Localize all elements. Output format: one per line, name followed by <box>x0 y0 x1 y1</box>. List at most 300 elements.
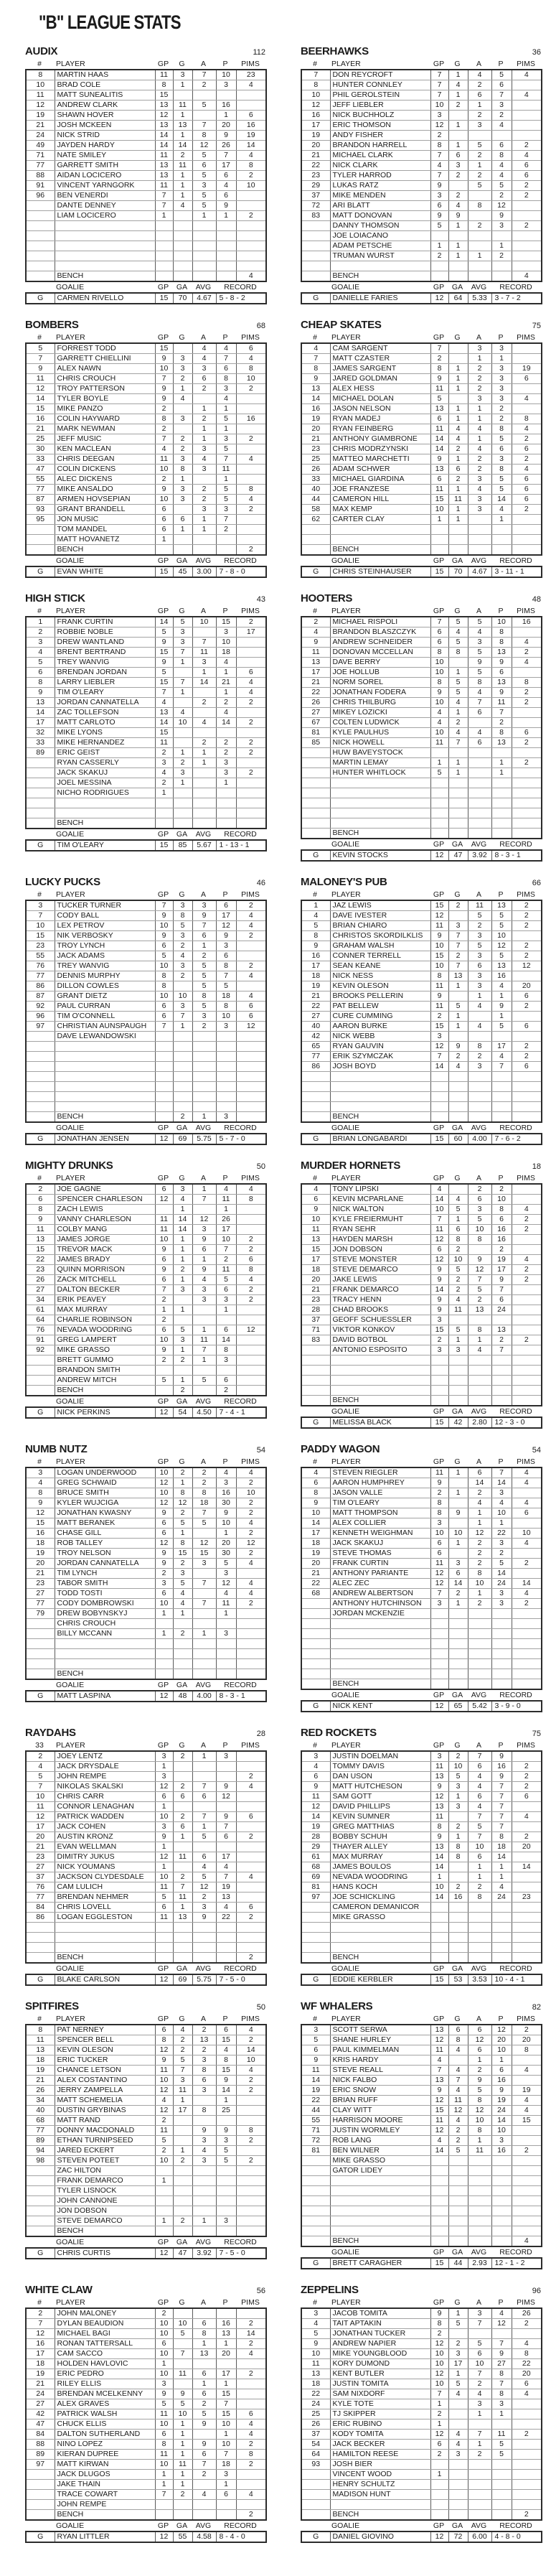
player-name-cell: TIM O'LEARY <box>55 688 155 698</box>
p-cell <box>216 535 236 545</box>
g-cell: 17 <box>173 2106 192 2116</box>
player-number-cell: 37 <box>301 2430 330 2440</box>
g-cell: 1 <box>173 111 192 121</box>
a-cell: 10 <box>192 617 216 627</box>
a-cell: 3 <box>468 638 491 648</box>
p-cell: 4 <box>491 171 512 181</box>
player-number-cell: 83 <box>301 1335 330 1345</box>
pims-cell <box>236 191 266 201</box>
pims-cell <box>512 2055 542 2066</box>
player-row <box>26 2329 266 2339</box>
a-cell: 1 <box>468 1518 491 1529</box>
pims-cell <box>236 1842 266 1852</box>
pims-cell: PIMS <box>241 59 260 68</box>
goalie-name-cell: EVAN WHITE <box>55 566 155 577</box>
g-cell: 1 <box>448 515 468 525</box>
a-cell <box>468 1913 491 1923</box>
team-header <box>301 2284 541 2296</box>
goalie-ga-label-cell: GA <box>176 556 188 565</box>
gp-cell: 8 <box>430 364 448 374</box>
p-cell: 1 <box>216 688 236 698</box>
player-name-cell: ALEX NAWN <box>55 364 155 374</box>
pims-cell: 8 <box>236 1195 266 1205</box>
g-cell: 2 <box>173 374 192 384</box>
gp-cell <box>430 1679 448 1690</box>
pims-cell <box>236 394 266 404</box>
a-cell <box>468 788 491 798</box>
player-number-cell: 40 <box>301 485 330 495</box>
goalie-gp-cell: 12 <box>155 1407 173 1418</box>
goalie-ga-cell: 70 <box>173 293 192 304</box>
player-row <box>301 1508 542 1518</box>
p-cell: 1 <box>491 758 512 768</box>
p-cell <box>216 1315 236 1325</box>
a-cell: 6 <box>468 1195 491 1205</box>
player-name-cell <box>330 1619 430 1629</box>
p-cell: 12 <box>491 2025 512 2035</box>
p-cell: 3 <box>216 1112 236 1123</box>
p-cell: 4 <box>216 1184 236 1195</box>
empty-row <box>26 1082 266 1092</box>
p-cell: 3 <box>216 384 236 394</box>
p-cell <box>216 271 236 282</box>
player-number-cell: 20 <box>301 1275 330 1285</box>
pims-cell <box>236 728 266 738</box>
a-cell: 3 <box>468 495 491 505</box>
p-cell <box>216 1802 236 1812</box>
pims-cell <box>236 444 266 454</box>
player-name-cell: PLAYER <box>331 606 361 615</box>
a-cell: 2 <box>192 1893 216 1903</box>
player-number-cell: 26 <box>26 2086 55 2096</box>
goalie-name-cell: DANIEL GIOVINO <box>330 2531 430 2542</box>
a-cell <box>192 90 216 101</box>
g-cell: 11 <box>173 2460 192 2470</box>
p-cell: 1 <box>216 1609 236 1619</box>
g-cell: G <box>179 332 185 342</box>
gp-cell: GP <box>157 59 169 68</box>
p-cell: 3 <box>491 343 512 354</box>
pims-cell: 4 <box>236 688 266 698</box>
spacer-cell <box>301 282 329 292</box>
player-row <box>301 2045 542 2055</box>
player-number-cell: 62 <box>301 515 330 525</box>
g-cell: 10 <box>448 1529 468 1539</box>
player-number-cell <box>26 1619 55 1629</box>
player-row <box>301 80 542 90</box>
player-number-cell: 9 <box>301 2055 330 2066</box>
a-cell: 1 <box>192 1112 216 1123</box>
p-cell: 16 <box>491 1225 512 1235</box>
team-block <box>0 1727 276 1986</box>
player-name-cell: KEN MACLEAN <box>55 444 155 454</box>
player-number-cell: 25 <box>301 2409 330 2419</box>
g-cell: 2 <box>448 191 468 201</box>
g-cell <box>448 748 468 758</box>
player-name-cell: MAX KEMP <box>330 505 430 515</box>
g-cell: 5 <box>173 1579 192 1589</box>
player-row <box>26 2460 266 2470</box>
p-cell: 13 <box>491 900 512 911</box>
pims-cell: PIMS <box>241 2014 260 2023</box>
goalie-record-cell: 7 - 4 - 1 <box>216 1407 266 1418</box>
goalie-pos-cell: G <box>301 850 330 861</box>
player-name-cell: PLAYER <box>56 606 85 615</box>
g-cell: 2 <box>448 718 468 728</box>
player-number-cell <box>301 2480 330 2490</box>
player-number-cell: 10 <box>301 90 330 101</box>
pims-cell: 10 <box>512 1529 542 1539</box>
a-cell: 7 <box>192 638 216 648</box>
a-cell <box>192 818 216 829</box>
gp-cell <box>155 241 173 251</box>
player-name-cell: JAKE LEWIS <box>330 1275 430 1285</box>
goalie-record-cell: 5 - 8 - 2 <box>216 293 266 304</box>
a-cell <box>192 1082 216 1092</box>
player-name-cell: NICK FALBO <box>330 2076 430 2086</box>
gp-cell: 2 <box>155 2116 173 2126</box>
spacer-cell <box>25 2521 54 2531</box>
gp-cell <box>155 1102 173 1112</box>
goalie-avg-cell: 6.00 <box>468 2531 491 2542</box>
pims-cell <box>512 2450 542 2460</box>
gp-cell: 5 <box>430 394 448 404</box>
player-number-cell <box>301 2216 330 2226</box>
p-cell: 6 <box>216 2490 236 2500</box>
player-name-cell <box>330 1659 430 1669</box>
pims-cell <box>236 1669 266 1680</box>
g-cell: 5 <box>448 1265 468 1275</box>
g-cell <box>173 1933 192 1943</box>
player-name-cell: DANNY THOMSON <box>330 221 430 231</box>
player-name-cell: CHRIS CARR <box>55 1792 155 1802</box>
player-name-cell: PLAYER <box>56 1740 85 1750</box>
team-total-points: 54 <box>256 1446 265 1455</box>
pims-cell <box>236 2186 266 2196</box>
a-cell: 3 <box>192 2086 216 2096</box>
pims-cell <box>512 2126 542 2136</box>
a-cell <box>192 1305 216 1315</box>
roster-table <box>301 1467 542 1690</box>
player-row <box>301 1589 542 1599</box>
g-cell: 7 <box>448 738 468 748</box>
a-cell <box>468 2470 491 2480</box>
g-cell: 4 <box>448 728 468 738</box>
goalie-header-row <box>25 1123 265 1133</box>
a-cell: 6 <box>192 1852 216 1862</box>
player-number-cell: 21 <box>26 121 55 131</box>
gp-cell: 1 <box>155 1842 173 1852</box>
player-name-cell <box>330 1669 430 1679</box>
pims-cell: 2 <box>236 2136 266 2146</box>
player-row <box>301 638 542 648</box>
player-row <box>301 374 542 384</box>
g-cell: 3 <box>173 454 192 465</box>
p-cell: 22 <box>491 1529 512 1539</box>
g-cell <box>448 545 468 556</box>
player-number-cell <box>301 261 330 271</box>
g-cell: 5 <box>448 678 468 688</box>
gp-cell <box>155 1943 173 1953</box>
goalie-record-label-cell: RECORD <box>224 2237 257 2246</box>
player-number-cell: 8 <box>301 1488 330 1498</box>
a-cell <box>468 1072 491 1082</box>
gp-cell: GP <box>433 1173 445 1182</box>
empty-row <box>301 2186 542 2196</box>
g-cell: 2 <box>173 1508 192 1518</box>
gp-cell: 5 <box>155 2399 173 2409</box>
p-cell: 24 <box>491 1893 512 1903</box>
player-row <box>26 638 266 648</box>
a-cell: 2 <box>468 80 491 90</box>
player-number-cell <box>26 1933 55 1943</box>
player-name-cell: TOM MANDEL <box>55 525 155 535</box>
player-name-cell: TIM O'LEARY <box>330 1498 430 1508</box>
g-cell <box>173 535 192 545</box>
a-cell: 4 <box>468 728 491 738</box>
a-cell <box>468 1092 491 1102</box>
p-cell <box>491 808 512 818</box>
team-name: ZEPPELINS <box>301 2284 359 2296</box>
g-cell <box>448 2470 468 2480</box>
player-name-cell: JOE LOIACANO <box>330 231 430 241</box>
g-cell: 4 <box>448 627 468 638</box>
g-cell <box>448 1619 468 1629</box>
pims-cell: 2 <box>236 1295 266 1305</box>
player-name-cell: MATT THOMPSON <box>330 1508 430 1518</box>
a-cell: 9 <box>468 658 491 668</box>
a-cell: 6 <box>468 708 491 718</box>
pims-cell <box>236 708 266 718</box>
pims-cell <box>236 101 266 111</box>
g-cell <box>448 1872 468 1882</box>
goalie-label-cell: GOALIE <box>56 1680 85 1689</box>
player-number-cell: 16 <box>301 404 330 414</box>
a-cell <box>192 2308 216 2319</box>
player-number-cell: 14 <box>301 1812 330 1822</box>
g-cell <box>448 1639 468 1649</box>
column-header-table <box>301 890 541 900</box>
goalie-header-row <box>301 1406 541 1417</box>
player-row <box>26 80 266 90</box>
player-number-cell: 6 <box>26 668 55 678</box>
player-number-cell: 8 <box>301 931 330 941</box>
g-cell: 1 <box>448 668 468 678</box>
gp-cell: 12 <box>155 1539 173 1549</box>
player-name-cell: JON DOBSON <box>330 1245 430 1255</box>
p-cell: 7 <box>216 2399 236 2409</box>
g-cell <box>448 1032 468 1042</box>
player-number-cell: 85 <box>301 738 330 748</box>
player-number-cell: 21 <box>26 1569 55 1579</box>
a-cell: 5 <box>468 941 491 951</box>
gp-cell: 7 <box>430 1052 448 1062</box>
player-row <box>301 758 542 768</box>
a-cell <box>468 525 491 535</box>
player-name-cell: RYAN SEHR <box>330 1225 430 1235</box>
p-cell: 9 <box>491 658 512 668</box>
player-number-cell: 19 <box>26 1549 55 1559</box>
gp-cell <box>430 525 448 535</box>
a-cell <box>192 261 216 271</box>
player-number-cell <box>301 251 330 261</box>
a-cell: 1 <box>192 404 216 414</box>
player-row <box>26 991 266 1002</box>
a-cell: 4 <box>468 1802 491 1812</box>
a-cell: 9 <box>192 2440 216 2450</box>
p-cell: 20 <box>491 2035 512 2045</box>
gp-cell: 1 <box>155 1862 173 1872</box>
a-cell: 1 <box>468 2440 491 2450</box>
goalie-record-label-cell: RECORD <box>224 556 257 565</box>
gp-cell: 7 <box>430 70 448 80</box>
gp-cell <box>155 271 173 282</box>
gp-cell <box>155 1639 173 1649</box>
player-name-cell: HOLDEN HAVLOVIC <box>55 2359 155 2369</box>
player-name-cell: PLAYER <box>331 2297 361 2307</box>
player-row <box>26 648 266 658</box>
g-cell: 1 <box>173 131 192 141</box>
empty-row <box>26 1933 266 1943</box>
player-row <box>301 1822 542 1832</box>
player-name-cell: PAT NERNEY <box>55 2025 155 2035</box>
p-cell: 10 <box>491 931 512 941</box>
player-number-cell: 54 <box>301 2440 330 2450</box>
spacer-cell <box>301 1690 329 1700</box>
player-name-cell: SAM NIXDORF <box>330 2389 430 2399</box>
player-row <box>301 364 542 374</box>
a-cell: 5 <box>192 1376 216 1386</box>
empty-row <box>301 2196 542 2206</box>
bench-row <box>26 1953 266 1964</box>
pims-cell: 2 <box>512 1215 542 1225</box>
gp-cell: 10 <box>155 495 173 505</box>
player-name-cell: BENCH <box>330 1112 430 1123</box>
a-cell: 1 <box>192 515 216 525</box>
goalie-row <box>301 2531 542 2542</box>
a-cell: 4 <box>192 718 216 728</box>
g-cell: 1 <box>448 2308 468 2319</box>
pims-cell: 2 <box>512 648 542 658</box>
g-cell: 2 <box>173 971 192 981</box>
p-cell: 7 <box>216 515 236 525</box>
team-total-points: 48 <box>532 595 541 604</box>
g-cell: 3 <box>448 921 468 931</box>
a-cell: A <box>200 2014 206 2023</box>
gp-cell: 13 <box>155 101 173 111</box>
a-cell <box>192 1042 216 1052</box>
gp-cell: 12 <box>155 1478 173 1488</box>
player-name-cell <box>330 2176 430 2186</box>
gp-cell: 10 <box>430 658 448 668</box>
gp-cell: 6 <box>430 1549 448 1559</box>
g-cell <box>173 2196 192 2206</box>
goalie-name-cell: NICK PERKINS <box>55 1407 155 1418</box>
player-number-cell: # <box>313 2014 317 2023</box>
p-cell <box>491 2510 512 2521</box>
pims-cell: 6 <box>512 171 542 181</box>
g-cell <box>173 1953 192 1964</box>
g-cell <box>173 424 192 434</box>
player-name-cell: GARRETT SMITH <box>55 161 155 171</box>
player-row <box>301 678 542 688</box>
gp-cell: 9 <box>430 1295 448 1305</box>
player-row <box>26 424 266 434</box>
player-name-cell: ETHAN TURNIPSEED <box>55 2136 155 2146</box>
team-header <box>25 592 265 605</box>
player-row <box>301 738 542 748</box>
pims-cell <box>236 1762 266 1772</box>
player-name-cell: JACK BECKER <box>330 2440 430 2450</box>
player-row <box>26 525 266 535</box>
pims-cell: 2 <box>236 1549 266 1559</box>
pims-cell: 2 <box>236 1772 266 1782</box>
player-row <box>26 2106 266 2116</box>
goalie-ga-label-cell: GA <box>451 556 463 565</box>
player-name-cell: BRENDAN MCELKENNY <box>55 2389 155 2399</box>
goalie-label-cell: GOALIE <box>331 1964 360 1973</box>
gp-cell: 2 <box>430 251 448 261</box>
pims-cell: 4 <box>236 495 266 505</box>
player-row <box>26 1751 266 1762</box>
p-cell: 3 <box>216 80 236 90</box>
pims-cell: 14 <box>236 141 266 151</box>
gp-cell: 8 <box>155 2440 173 2450</box>
gp-cell <box>155 1205 173 1215</box>
player-number-cell: 28 <box>301 1832 330 1842</box>
player-row <box>301 1012 542 1022</box>
pims-cell <box>236 201 266 211</box>
player-row <box>26 1579 266 1589</box>
goalie-row <box>301 850 542 861</box>
player-number-cell: 10 <box>301 1508 330 1518</box>
player-name-cell: KEVIN MCPARLANE <box>330 1195 430 1205</box>
a-cell <box>468 1386 491 1396</box>
p-cell <box>491 2480 512 2490</box>
a-cell <box>192 798 216 808</box>
pims-cell: 8 <box>236 1265 266 1275</box>
player-number-cell: 5 <box>301 2329 330 2339</box>
roster-table <box>25 2307 267 2521</box>
p-cell: 5 <box>491 911 512 921</box>
player-number-cell <box>301 2186 330 2196</box>
pims-cell: 6 <box>512 485 542 495</box>
player-row <box>301 354 542 364</box>
g-cell: 13 <box>173 121 192 131</box>
a-cell: 3 <box>192 1903 216 1913</box>
spacer-cell <box>25 556 54 566</box>
g-cell: 2 <box>173 434 192 444</box>
gp-cell: 11 <box>155 2450 173 2460</box>
goalie-header-table <box>301 2521 541 2531</box>
empty-row <box>26 1042 266 1052</box>
gp-cell: GP <box>433 2297 445 2307</box>
a-cell <box>192 1529 216 1539</box>
player-name-cell: FRANK DEMARCO <box>330 1285 430 1295</box>
a-cell: 8 <box>468 1325 491 1335</box>
player-number-cell: # <box>313 332 317 342</box>
gp-cell: 14 <box>430 444 448 454</box>
pims-cell: PIMS <box>241 332 260 342</box>
player-number-cell: 16 <box>26 2339 55 2349</box>
g-cell <box>173 404 192 414</box>
p-cell <box>491 2166 512 2176</box>
player-number-cell <box>26 788 55 798</box>
goalie-avg-label-cell: AVG <box>195 829 212 839</box>
p-cell: 7 <box>216 2450 236 2460</box>
player-row <box>301 658 542 668</box>
gp-cell: 9 <box>430 1478 448 1488</box>
